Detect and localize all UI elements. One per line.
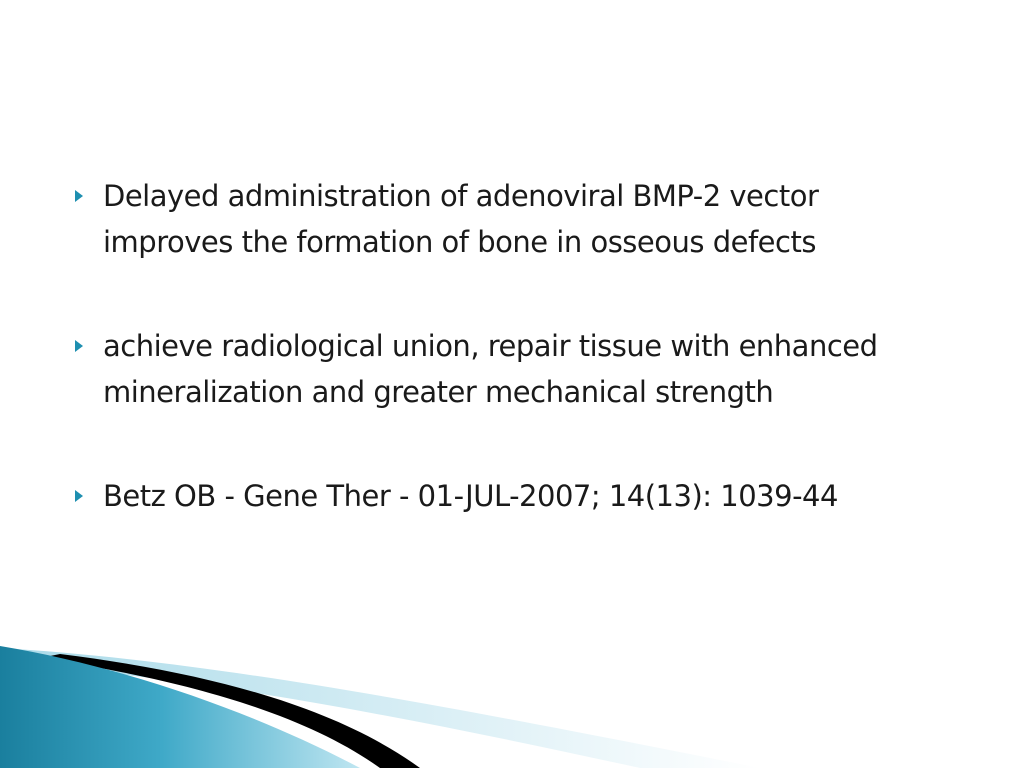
bullet-item [74,326,954,415]
bullet-text: Delayed administration of adenoviral BMP-2 vector improves the formation of bone in osseous defects [103,179,819,259]
bullet-item [74,476,954,519]
right-triangle-icon [74,326,103,366]
decorative-swoosh [0,640,1024,768]
bullet-text: achieve radiological union, repair tissue with enhanced mineralization and greater mechanical strength [103,329,878,409]
right-triangle-icon [74,476,103,516]
bullet-item [74,176,954,265]
right-triangle-icon [74,176,103,216]
bullet-text: Betz OB - Gene Ther - 01-JUL-2007; 14(13): 1039-44 [103,479,838,513]
